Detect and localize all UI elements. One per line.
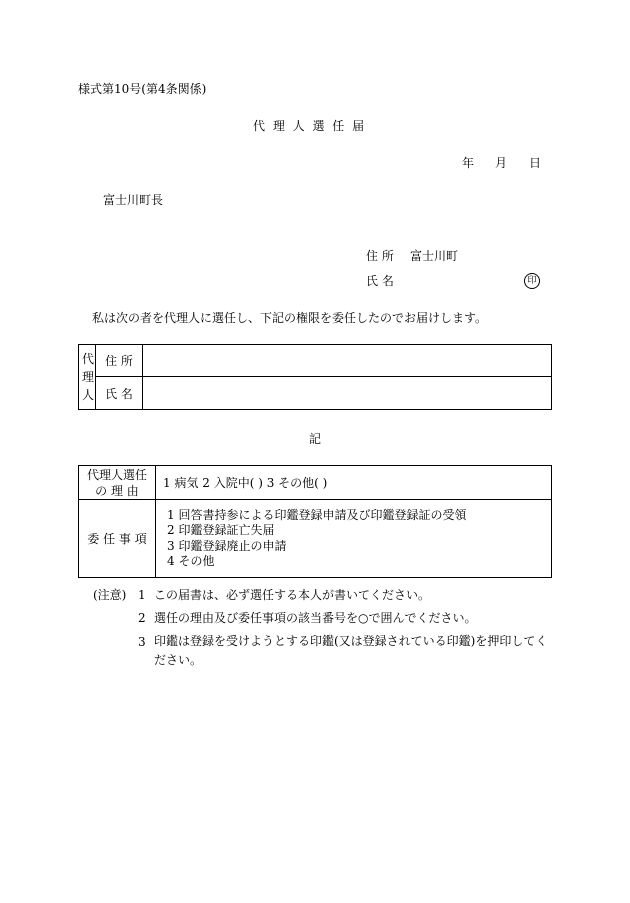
seal-circle: 印 <box>524 273 540 289</box>
mandate-item-1[interactable]: 1 回答書持参による印鑑登録申請及び印鑑登録証の受領 <box>167 507 467 522</box>
addressee: 富士川町長 <box>103 193 164 207</box>
date-day: 日 <box>529 156 542 170</box>
note-1-number: 1 <box>138 588 146 602</box>
mandate-item-4[interactable]: 4 その他 <box>167 554 215 568</box>
mandate-item-2[interactable]: 2 印鑑登録証亡失届 <box>167 523 275 537</box>
agent-address-label: 住 所 <box>96 345 143 377</box>
note-2-text: 選任の理由及び委任事項の該当番号を○で囲んでください。 <box>154 611 477 625</box>
reason-options[interactable]: 1 病気 2 入院中( ) 3 その他( ) <box>156 466 552 500</box>
date-month: 月 <box>495 156 508 170</box>
document-title: 代 理 人 選 任 届 <box>253 119 367 133</box>
notes-label: (注意) <box>93 588 127 602</box>
mandate-item-3[interactable]: 3 印鑑登録廃止の申請 <box>167 538 287 553</box>
seal-mark <box>524 273 540 289</box>
agent-side-label: 代理人 <box>82 352 95 402</box>
mandate-label: 委 任 事 項 <box>79 500 156 578</box>
applicant-address-label: 住 所 <box>366 249 394 263</box>
applicant-address-value: 富士川町 <box>410 249 459 263</box>
reason-label-line1: 代理人選任 <box>86 467 147 482</box>
reason-label-cell <box>79 466 156 500</box>
reason-label-line2: の 理 由 <box>95 483 139 498</box>
agent-address-field[interactable] <box>143 345 552 377</box>
reason-table <box>78 465 552 578</box>
agent-name-label: 氏 名 <box>96 377 143 410</box>
date-year: 年 <box>462 156 475 170</box>
agent-side-label-cell <box>79 345 96 410</box>
mandate-items <box>156 500 552 578</box>
note-2-number: 2 <box>138 611 146 625</box>
agent-name-field[interactable] <box>143 377 552 410</box>
note-1-text: この届書は、必ず選任する本人が書いてください。 <box>154 588 431 602</box>
note-3-text: 印鑑は登録を受けようとする印鑑(又は登録されている印鑑)を押印してください。 <box>154 634 548 667</box>
form-number: 様式第10号(第4条関係) <box>78 82 207 96</box>
note-3-number: 3 <box>138 635 146 649</box>
intro-text: 私は次の者を代理人に選任し、下記の権限を委任したのでお届けします。 <box>92 311 488 325</box>
agent-table <box>78 344 552 410</box>
applicant-name-label: 氏 名 <box>366 274 394 288</box>
ki-heading: 記 <box>309 432 322 446</box>
